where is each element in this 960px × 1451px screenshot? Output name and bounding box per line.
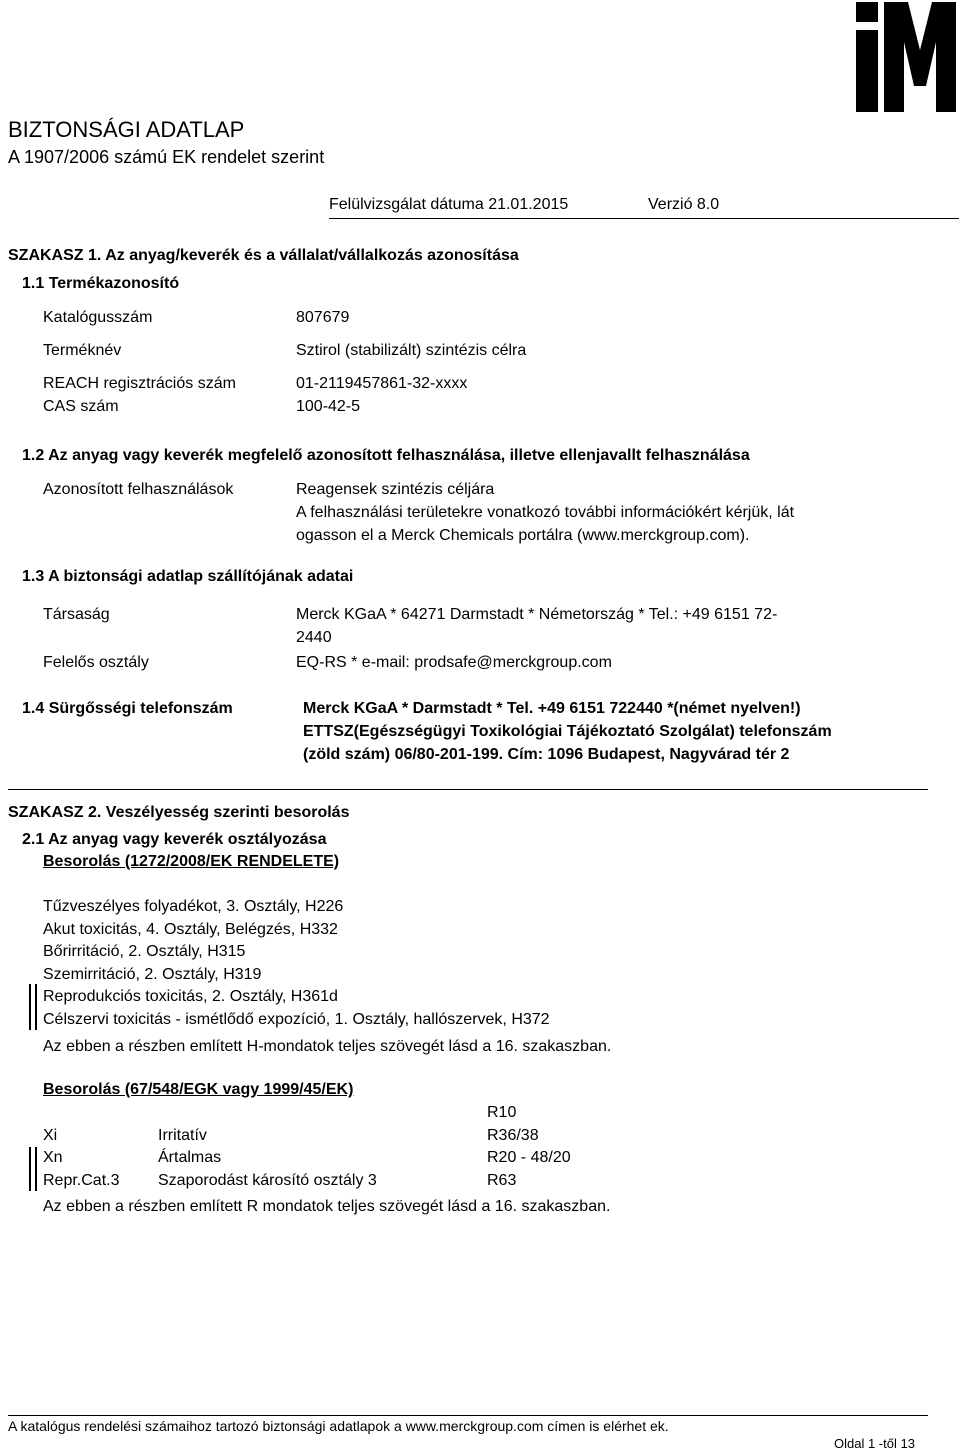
table-cell-phrase: R63 xyxy=(487,1171,517,1189)
table-cell-name: Szaporodást károsító osztály 3 xyxy=(158,1171,377,1189)
change-bar xyxy=(35,984,37,1030)
change-bar xyxy=(29,1147,31,1191)
table-cell-phrase: R20 - 48/20 xyxy=(487,1149,571,1167)
change-bar xyxy=(35,1147,37,1191)
table-row xyxy=(43,1170,743,1193)
section1-heading: SZAKASZ 1. Az anyag/keverék és a vállalat/vállalkozás azonosítása xyxy=(8,247,519,264)
table-cell-symbol: Repr.Cat.3 xyxy=(43,1171,120,1189)
table-row xyxy=(43,1102,743,1125)
section-divider xyxy=(8,789,928,790)
product-name-value: Sztirol (stabilizált) szintézis célra xyxy=(296,342,527,359)
identified-uses-line: A felhasználási területekre vonatkozó további információkért kérjük, lát xyxy=(296,504,795,521)
emergency-line: (zöld szám) 06/80-201-199. Cím: 1096 Budapest, Nagyvárad tér 2 xyxy=(303,746,790,763)
table-cell-phrase: R36/38 xyxy=(487,1126,539,1144)
document-subtitle: A 1907/2006 számú EK rendelet szerint xyxy=(8,147,325,167)
product-name-label: Terméknév xyxy=(43,342,122,359)
company-label: Társaság xyxy=(43,606,110,623)
responsible-dept-label: Felelős osztály xyxy=(43,654,149,671)
page-number: Oldal 1 -től 13 xyxy=(834,1436,915,1451)
revision-date: Felülvizsgálat dátuma 21.01.2015 xyxy=(329,196,569,213)
footer-divider xyxy=(8,1415,928,1416)
list-item: Tűzveszélyes folyadékot, 3. Osztály, H226 xyxy=(43,898,344,915)
footer-note: A katalógus rendelési számaihoz tartozó biztonsági adatlapok a www.merckgroup.com címen is elérhet ek. xyxy=(8,1418,669,1434)
reach-value: 01-2119457861-32-xxxx xyxy=(296,375,468,392)
identified-uses-line: Reagensek szintézis céljára xyxy=(296,481,495,498)
header-divider xyxy=(329,218,959,219)
clp-note: Az ebben a részben említett H-mondatok teljes szövegét lásd a 16. szakaszban. xyxy=(43,1038,612,1055)
dsd-note: Az ebben a részben említett R mondatok teljes szövegét lásd a 16. szakaszban. xyxy=(43,1198,611,1215)
reach-label: REACH regisztrációs szám xyxy=(43,375,236,392)
identified-uses-label: Azonosított felhasználások xyxy=(43,481,234,498)
s14-heading: 1.4 Sürgősségi telefonszám xyxy=(22,700,233,717)
s13-heading: 1.3 A biztonsági adatlap szállítójának adatai xyxy=(22,568,354,585)
list-item: Célszervi toxicitás - ismétlődő expozíció, 1. Osztály, hallószervek, H372 xyxy=(43,1010,550,1028)
emergency-line: Merck KGaA * Darmstadt * Tel. +49 6151 722440 *(német nyelven!) xyxy=(303,700,801,717)
emergency-line: ETTSZ(Egészségügyi Toxikológiai Tájékoztató Szolgálat) telefonszám xyxy=(303,723,832,740)
list-item: Szemirritáció, 2. Osztály, H319 xyxy=(43,965,262,983)
s21-heading: 2.1 Az anyag vagy keverék osztályozása xyxy=(22,831,327,848)
cas-value: 100-42-5 xyxy=(296,398,361,415)
company-address: Merck KGaA * 64271 Darmstadt * Németország * Tel.: +49 6151 72- xyxy=(296,606,778,623)
s11-heading: 1.1 Termékazonosító xyxy=(22,275,180,292)
table-cell-phrase: R10 xyxy=(487,1104,517,1121)
s12-heading: 1.2 Az anyag vagy keverék megfelelő azonosított felhasználása, illetve ellenjavallt felhasználása xyxy=(22,447,750,464)
table-cell-symbol: Xn xyxy=(43,1149,63,1167)
table-cell-name: Irritatív xyxy=(158,1126,207,1144)
responsible-dept-value: EQ-RS * e-mail: prodsafe@merckgroup.com xyxy=(296,654,612,671)
change-bar xyxy=(29,984,31,1030)
catalog-label: Katalógusszám xyxy=(43,309,153,326)
list-item: Akut toxicitás, 4. Osztály, Belégzés, H332 xyxy=(43,920,338,938)
table-cell-name: Ártalmas xyxy=(158,1149,222,1167)
table-row xyxy=(43,1125,743,1148)
catalog-value: 807679 xyxy=(296,309,350,326)
identified-uses-line: ogasson el a Merck Chemicals portálra (www.merckgroup.com). xyxy=(296,527,750,544)
clp-classification-list xyxy=(43,896,550,1032)
list-item: Bőrirritáció, 2. Osztály, H315 xyxy=(43,943,246,961)
table-row xyxy=(43,1147,743,1170)
list-item: Reprodukciós toxicitás, 2. Osztály, H361d xyxy=(43,988,338,1006)
table-cell-symbol: Xi xyxy=(43,1126,58,1144)
clp-heading: Besorolás (1272/2008/EK RENDELETE) xyxy=(43,853,340,870)
company-address-cont: 2440 xyxy=(296,629,332,646)
dsd-heading: Besorolás (67/548/EGK vagy 1999/45/EK) xyxy=(43,1081,354,1098)
merck-logo-icon xyxy=(854,2,958,114)
version: Verzió 8.0 xyxy=(648,196,720,213)
document-title: BIZTONSÁGI ADATLAP xyxy=(8,117,245,142)
section2-heading: SZAKASZ 2. Veszélyesség szerinti besorolás xyxy=(8,804,350,821)
cas-label: CAS szám xyxy=(43,398,119,415)
dsd-classification-table xyxy=(43,1102,743,1192)
